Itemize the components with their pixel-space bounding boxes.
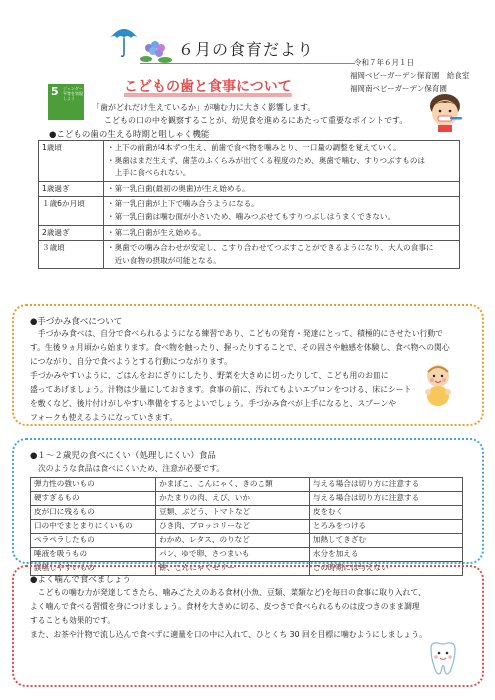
hard-foods-intro: 次のような食品は食べにくいため、注意が必要です。 xyxy=(38,464,225,473)
hard-foods-table xyxy=(30,477,463,576)
hard-foods-cell-food-handling: 加熱してきざむ xyxy=(309,534,462,548)
teeth-table-desc xyxy=(104,181,460,197)
teeth-table-age: １歳6か月頃 xyxy=(39,197,104,225)
teeth-table-row xyxy=(39,241,460,269)
hard-foods-cell-food-handling: この時期には与えない xyxy=(309,562,462,576)
teeth-table-row xyxy=(39,225,460,241)
hard-foods-row xyxy=(31,506,463,520)
hard-foods-cell-food-handling: とろみをつける xyxy=(309,520,462,534)
baby-eating-icon xyxy=(420,362,456,408)
teeth-table-age: 2歳過ぎ xyxy=(39,225,104,241)
teeth-table-desc-line: ・第一乳臼歯が上下で噛み合うようになる。 xyxy=(107,199,259,209)
hard-foods-cell-food-examples: パン、ゆで卵、さつまいも xyxy=(156,548,310,562)
teeth-table-age: 1歳頃 xyxy=(39,141,104,182)
child-brushing-teeth-icon xyxy=(426,92,464,132)
finger-food-line: につながり、自分で食べようとする行動につながります。 xyxy=(30,357,232,366)
umbrella-icon xyxy=(108,22,140,58)
teeth-table-age: ３歳頃 xyxy=(39,241,104,269)
hard-foods-row xyxy=(31,534,463,548)
page-title: ６月の食育だより xyxy=(178,40,315,59)
title-underline xyxy=(140,63,355,64)
teeth-table-row xyxy=(39,141,460,182)
teeth-table-desc xyxy=(104,141,460,182)
hard-foods-cell-food-category: 唾液を吸うもの xyxy=(31,548,156,562)
finger-food-line: 手づかみ食べは、自分で食べられるようになる練習であり、こどもの発育・発達にとって、積極的にさせたい行動で xyxy=(30,329,443,338)
hard-foods-cell-food-examples: わかめ、レタス、のりなど xyxy=(156,534,310,548)
finger-food-line: フォークも使えるようになっていきます。 xyxy=(30,413,178,422)
hard-foods-row xyxy=(31,548,463,562)
finger-food-line: す。生後９ヵ月頃から始まります。食べ物を触ったり、握ったりすることで、その固さや触感を体験し、食べ物への関心 xyxy=(30,343,450,352)
hard-foods-cell-food-category: 皮が口に残るもの xyxy=(31,506,156,520)
hard-foods-cell-food-handling: 与える場合は切り方に注意する xyxy=(309,492,462,506)
teeth-table-desc-line: 近い食物の摂取が可能となる。 xyxy=(107,255,221,265)
hard-foods-heading: ●１～２歳児の食べにくい（処理しにくい）食品 xyxy=(30,451,216,461)
teeth-table-desc-line: ・第二乳臼歯が生え始める。 xyxy=(107,227,206,237)
organization-name-1: 福岡ベビーガーデン保育園 給食室 xyxy=(350,71,470,80)
hard-foods-row xyxy=(31,492,463,506)
teeth-table-desc xyxy=(104,197,460,225)
teeth-table xyxy=(38,140,460,269)
hard-foods-cell-food-category: 弾力性の強いもの xyxy=(31,478,156,492)
hard-foods-cell-food-category: 口の中でまとまりにくいもの xyxy=(31,520,156,534)
hard-foods-cell-food-examples: ひき肉、ブロッコリーなど xyxy=(156,520,310,534)
chewing-line: よく噛んで食べる習慣を身につけましょう。食材を大きめに切る、皮つきで食べられるものは皮つきのまま調理 xyxy=(30,602,420,611)
teeth-table-desc-line: ・第一乳臼歯(最初の奥歯)が生え始める。 xyxy=(107,183,250,193)
chewing-line: こどもの噛む力が発達してきたら、噛みごたえのある食材(小魚、豆類、菜類など)を毎日の食事に取り入れて、 xyxy=(30,588,426,597)
hard-foods-cell-food-examples: かたまりの肉、えび、いか xyxy=(156,492,310,506)
teeth-table-desc xyxy=(104,225,460,241)
hard-foods-cell-food-handling: 皮をむく xyxy=(309,506,462,520)
teeth-table-desc-line: 上手に食べられない。 xyxy=(107,168,191,178)
teeth-table-age: 1歳過ぎ xyxy=(39,181,104,197)
hard-foods-cell-food-examples: 豆類、ぶどう、トマトなど xyxy=(156,506,310,520)
hard-foods-cell-food-handling: 与える場合は切り方に注意する xyxy=(309,478,462,492)
hard-foods-row xyxy=(31,478,463,492)
article-heading: こどもの歯と食事について xyxy=(124,79,292,95)
intro-line-2: こどもの口の中を観察することが、幼児食を進めるにあたって重要なポイントです。 xyxy=(104,116,408,125)
tooth-character-icon xyxy=(425,640,461,678)
section-heading-teeth: ●こどもの歯の生える時期と咀しゃく機能 xyxy=(49,130,210,140)
chewing-line: することも効果的です。 xyxy=(30,616,116,625)
hydrangea-icon xyxy=(140,38,174,66)
chewing-heading: ●よく噛んで食べましょう xyxy=(30,575,131,585)
finger-food-heading: ●手づかみ食べについて xyxy=(30,317,123,327)
finger-food-line: 盛ってあげましょう。汁物は少量にしておきます。食事の前に、汚れてもよいエプロンをつける、床にシート xyxy=(30,385,412,394)
intro-line-1: 「歯がどれだけ生えているか」が噛む力に大きく影響します。 xyxy=(92,103,316,112)
hard-foods-cell-food-category: ペラペラしたもの xyxy=(31,534,156,548)
hard-foods-cell-food-handling: 水分を加える xyxy=(309,548,462,562)
teeth-table-desc-line: ・上下の前歯が4本ずつ生え、前歯で食べ物を噛みとり、一口量の調整を覚えていく。 xyxy=(107,143,401,152)
hard-foods-row xyxy=(31,520,463,534)
teeth-table-row xyxy=(39,181,460,197)
finger-food-line: を敷くなど、後片付けがしやすい準備をするとよいでしょう。手づかみ食べが上手になると、スプーンや xyxy=(30,399,397,408)
teeth-table-desc xyxy=(104,241,460,269)
sdg-number: 5 xyxy=(51,85,59,98)
teeth-table-desc-line: ・奥歯はまだ生えず、歯茎のふくらみが出てくる程度のため、奥歯で噛む、すりつぶすものは xyxy=(107,155,426,165)
organization-name-2: 福岡南ベビーガーデン保育園 xyxy=(350,84,447,93)
teeth-table-desc-line: ・奥歯での噛み合わせが安定し、こすり合わせてつぶすことができるようになり、大人の食事に xyxy=(107,243,434,253)
finger-food-line: 手づかみやすいように、ごはんをおにぎりにしたり、野菜を大きめに切ったりして、こども用のお皿に xyxy=(30,371,389,380)
chewing-line: また、お茶や汁物で流し込んで食べずに適量を口の中に入れて、ひとくち 30 回を目標に噛むようにしましょう。 xyxy=(30,630,427,639)
teeth-table-desc-line: ・第一乳臼歯は噛む面が小さいため、噛みつぶせてもすりつぶしはうまくできない。 xyxy=(107,211,396,221)
sdg-badge xyxy=(48,84,84,120)
hard-foods-cell-food-examples: かまぼこ、こんにゃく、きのこ類 xyxy=(156,478,310,492)
issue-date: 令和７年６月１日 xyxy=(354,58,414,67)
teeth-table-row xyxy=(39,197,460,225)
sdg-label: ジェンダー平等を実現しよう xyxy=(63,86,83,101)
hard-foods-cell-food-category: 誤嚥しやすいもの xyxy=(31,562,156,576)
hard-foods-cell-food-examples: 餅、こんにゃくゼリー xyxy=(156,562,310,576)
hard-foods-cell-food-category: 硬すぎるもの xyxy=(31,492,156,506)
